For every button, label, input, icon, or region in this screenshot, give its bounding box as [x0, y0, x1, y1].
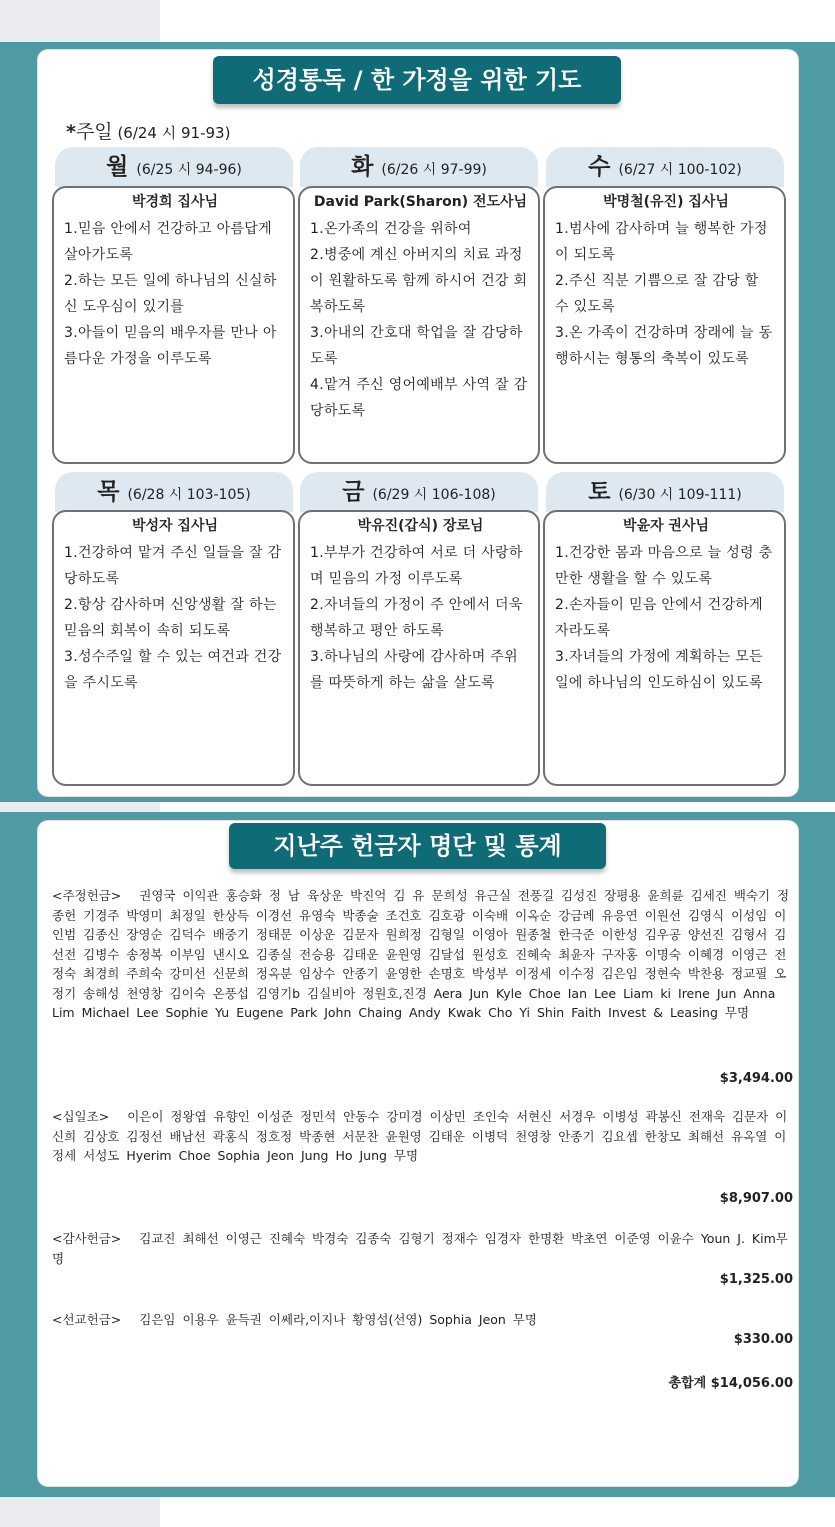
category-label: <십일조>	[52, 1109, 110, 1124]
prayer-item: 2.자녀들의 가정이 주 안에서 더욱 행복하고 평안 하도록	[310, 597, 523, 639]
prayer-item: 3.온 가족이 건강하며 장래에 늘 동행하시는 형통의 축복이 있도록	[555, 325, 773, 367]
category-label: <주정헌금>	[52, 888, 122, 903]
prayer-item: 3.하나님의 사랑에 감사하며 주위를 따뜻하게 하는 삶을 살도록	[310, 649, 518, 691]
sunday-ref: (6/24 시 91-93)	[117, 124, 231, 142]
prayer-person: 박윤자 권사님	[622, 518, 710, 534]
amount-regular: $3,494.00	[719, 1071, 793, 1086]
amount-thanks: $1,325.00	[719, 1272, 793, 1287]
total-label: 총합계	[668, 1376, 707, 1391]
prayer-item: 2.병중에 계신 아버지의 치료 과정이 원활하도록 함께 하시어 건강 회복하도록	[310, 247, 528, 315]
sunday-star: *	[66, 121, 76, 143]
prayer-item: 2.항상 감사하며 신앙생활 잘 하는 믿음의 회복이 속히 되도록	[64, 597, 277, 639]
day-tab-wed	[546, 147, 784, 187]
day-tab-thu	[55, 472, 293, 512]
prayer-item: 1.믿음 안에서 건강하고 아름답게 살아가도록	[64, 221, 272, 263]
prayer-person: 박경희 집사님	[131, 194, 219, 210]
amount-tithe: $8,907.00	[719, 1191, 793, 1206]
prayer-item: 2.하는 모든 일에 하나님의 신실하신 도우심이 있기를	[64, 273, 277, 315]
prayer-item: 1.건강한 몸과 마음으로 늘 성령 충만한 생활을 할 수 있도록	[555, 545, 773, 587]
day-ref: (6/28 시 103-105)	[127, 487, 251, 503]
day-name: 수	[588, 154, 611, 180]
prayer-item: 1.건강하여 맡겨 주신 일들을 잘 감당하도록	[64, 545, 282, 587]
day-name: 토	[588, 479, 611, 505]
prayer-person: David Park(Sharon) 전도사님	[313, 194, 528, 210]
prayer-item: 1.범사에 감사하며 늘 행복한 가정이 되도록	[555, 221, 768, 263]
prayer-item: 3.자녀들의 가정에 계획하는 모든 일에 하나님의 인도하심이 있도록	[555, 649, 763, 691]
grand-total	[669, 1372, 793, 1391]
prayer-item: 3.성수주일 할 수 있는 여건과 건강을 주시도록	[64, 649, 282, 691]
day-tab-sat	[546, 472, 784, 512]
day-tab-fri	[300, 472, 538, 512]
day-name: 금	[342, 479, 365, 505]
total-amount: $14,056.00	[710, 1376, 793, 1391]
donor-names: 김은임 이용우 윤득권 이쎄라,이지나 황영섬(선영) Sophia Jeon 무명	[139, 1312, 537, 1327]
day-ref: (6/30 시 109-111)	[618, 487, 742, 503]
donor-names: 이은이 정왕엽 유향인 이성준 정민석 안동수 강미경 이상민 조인숙 서현신 서경우 이병성 곽봉신 전재욱 김문자 이신희 김상호 김정선 배남선 곽홍식 정호정 박종현 서문찬 윤원영 김태운 이병덕 천영창 안종기 김요셉 한창모 최해선 유옥열 이정세 서성도 Hyerim Choe Sophia Jeon Jung Ho Jung 무명	[52, 1109, 788, 1163]
day-box-sat	[543, 510, 786, 786]
day-name: 월	[106, 154, 129, 180]
prayer-title: 성경통독 / 한 가정을 위한 기도	[213, 56, 621, 104]
day-ref: (6/27 시 100-102)	[618, 162, 742, 178]
day-box-wed	[543, 186, 786, 464]
prayer-item: 1.부부가 건강하여 서로 더 사랑하며 믿음의 가정 이루도록	[310, 545, 523, 587]
day-tab-tue	[300, 147, 538, 187]
prayer-item: 2.손자들이 믿음 안에서 건강하게 자라도록	[555, 597, 763, 639]
day-box-fri	[298, 510, 540, 786]
sunday-reading	[66, 117, 230, 144]
day-ref: (6/29 시 106-108)	[372, 487, 496, 503]
day-box-thu	[52, 510, 295, 786]
offering-mission	[52, 1310, 792, 1330]
prayer-item: 3.아들이 믿음의 배우자를 만나 아름다운 가정을 이루도록	[64, 325, 277, 367]
prayer-person: 박유진(갑식) 장로님	[357, 518, 484, 534]
prayer-item: 4.맡겨 주신 영어예배부 사역 잘 감당하도록	[310, 377, 528, 419]
sunday-label: 주일	[75, 121, 113, 143]
offering-regular	[52, 886, 792, 1023]
prayer-item: 3.아내의 간호대 학업을 잘 감당하도록	[310, 325, 523, 367]
day-box-tue	[298, 186, 540, 464]
prayer-person: 박성자 집사님	[131, 518, 219, 534]
prayer-person: 박명철(유진) 집사님	[603, 194, 729, 210]
offering-tithe	[52, 1107, 792, 1166]
day-name: 화	[351, 154, 374, 180]
day-tab-mon	[55, 147, 293, 187]
category-label: <감사헌금>	[52, 1231, 122, 1246]
day-box-mon	[52, 186, 295, 464]
offering-title: 지난주 헌금자 명단 및 통계	[229, 823, 606, 869]
donor-names: 김교진 최해선 이영근 진혜숙 박경숙 김종숙 김형기 정재수 임경자 한명환 박초연 이준영 이윤수 Youn J. Kim무 명	[52, 1231, 788, 1266]
offering-thanks	[52, 1229, 792, 1268]
day-ref: (6/26 시 97-99)	[381, 162, 487, 178]
amount-mission: $330.00	[733, 1332, 793, 1347]
day-ref: (6/25 시 94-96)	[136, 162, 242, 178]
donor-names: 권영국 이익관 홍승화 정 남 육상운 박진억 김 유 문희성 유근실 전풍길 김성진 장평용 윤희륜 김세진 백숙기 정종헌 기경주 박영미 최정일 한상득 이경선 유영숙 박종술 조건호 김호광 이숙배 이옥순 강금례 유응연 이원선 김영식 이성임 이인범 김종신 장영순 김덕수 배중기 정태문 이상운 김문자 원희정 김형일 이영아 원종철 한극준 이한성 김우공 양선진 김형서 김선전 김병수 송정복 이부임 낸시오 김종실 전승용 김태운 윤원영 김달섭 원성호 진혜숙 최윤자 구자홍 이명숙 이혜경 이영근 전정숙 최경희 주희숙 강미선 신문희 정옥분 임상수 안종기 윤영한 손명호 박성부 이정세 이수정 김은임 정현숙 박찬용 정교필 오정기 송해성 천영창 김이숙 온풍섭 김영기b 김실비아 정원호,진경 Aera Jun Kyle Choe Ian Lee Liam ki Irene Jun Anna Lim Michael Lee Sophie Yu Eugene Park John Chaing Andy Kwak Cho Yi Shin Faith Invest & Leasing 무명	[52, 888, 790, 1020]
prayer-item: 1.온가족의 건강을 위하여	[310, 221, 472, 237]
day-name: 목	[97, 479, 120, 505]
prayer-item: 2.주신 직분 기쁨으로 잘 감당 할 수 있도록	[555, 273, 759, 315]
category-label: <선교헌금>	[52, 1312, 122, 1327]
